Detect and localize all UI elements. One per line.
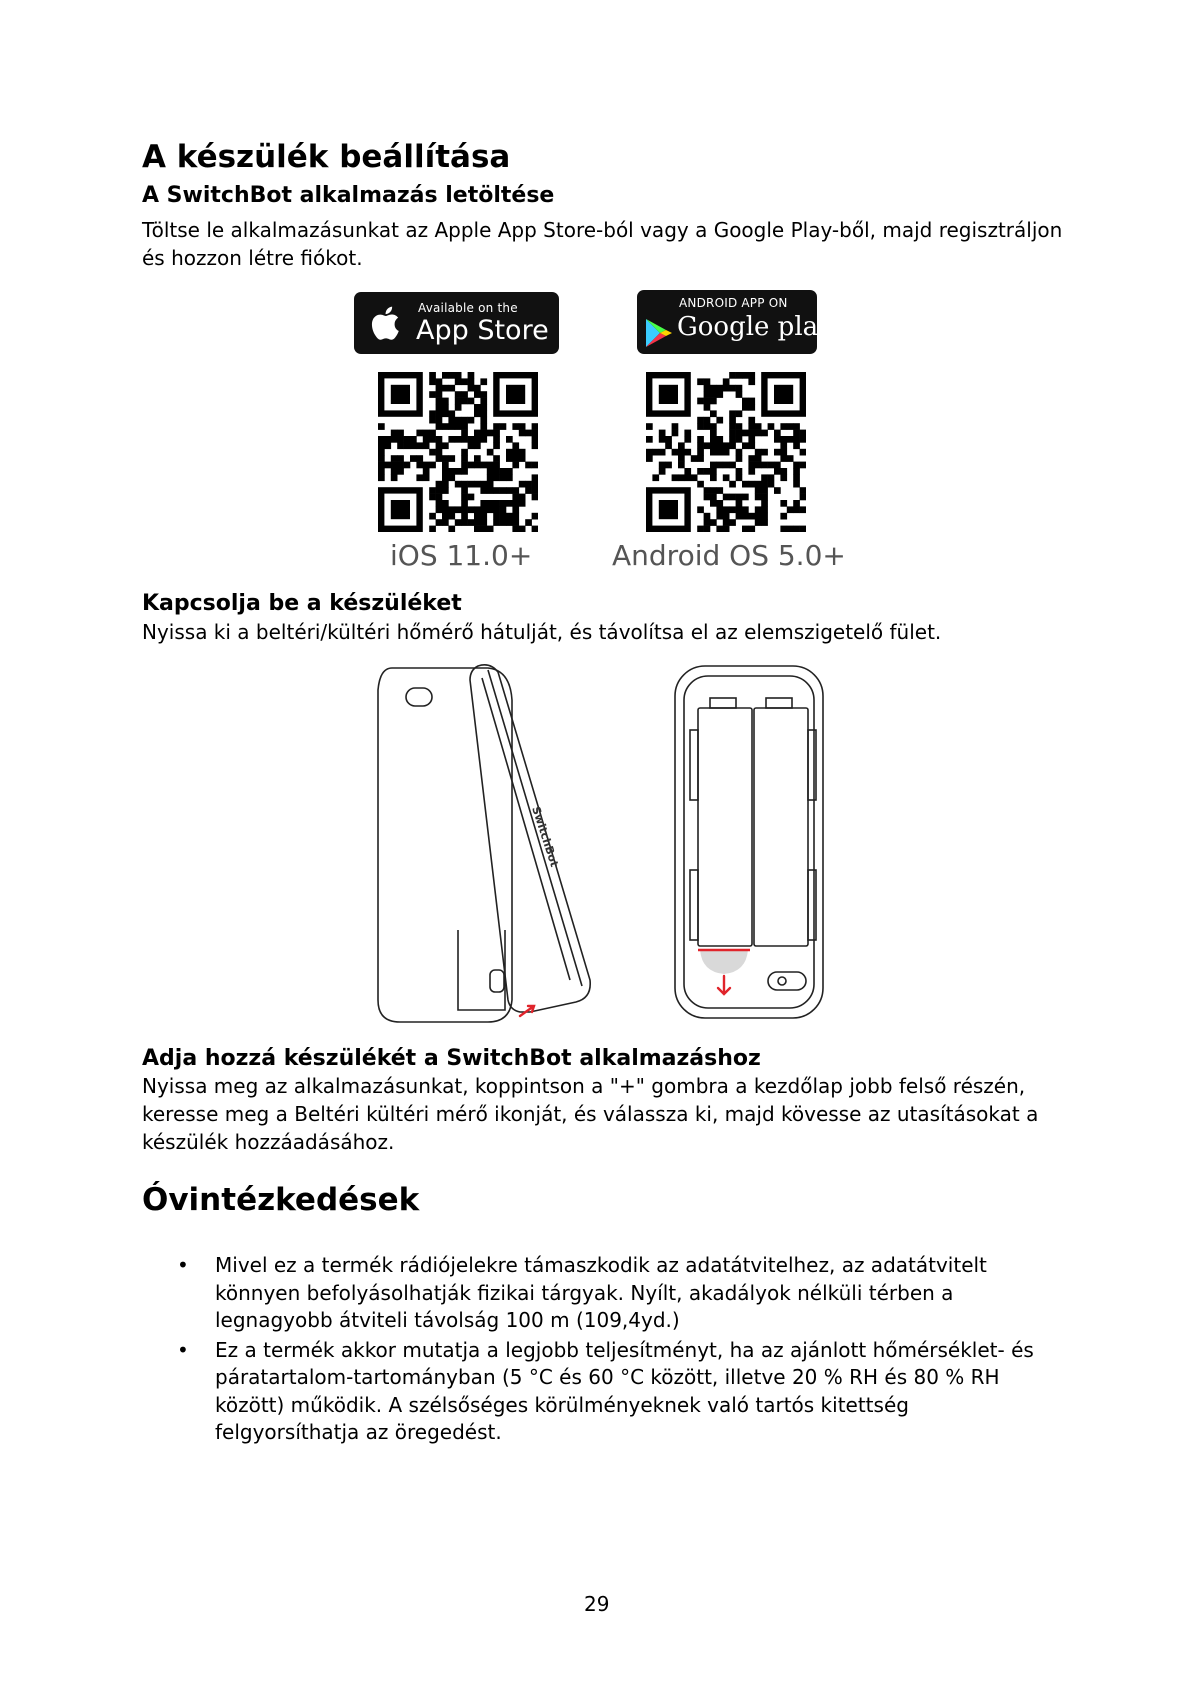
android-qr-code (646, 372, 806, 532)
precaution-text: Mivel ez a termék rádiójelekre támaszkodik az adatátvitelhez, az adatátvitelt könnyen befolyásolhatják fizikai tárgyak. Nyílt, akadályok nélküli térben a legnagyobb átviteli távolság 100 m (109,4yd.) (215, 1253, 987, 1332)
apple-icon (370, 305, 400, 341)
page-number: 29 (584, 1592, 610, 1616)
google-play-badge[interactable] (637, 290, 833, 354)
bullet: • (177, 1337, 189, 1362)
play-triangle-icon (644, 317, 674, 349)
list-item (142, 1252, 1042, 1335)
page-title-setup: A készülék beállítása (142, 139, 511, 175)
precaution-text: Ez a termék akkor mutatja a legjobb teljesítményt, ha az ajánlott hőmérséklet- és páratartalom-tartományban (5 °C és 60 °C között, illetve 20 % RH és 80 % RH között) működik. A szélsőséges körülményeknek való tartós kitettség felgyorsíthatja az öregedést. (215, 1337, 1034, 1444)
android-requirement: Android OS 5.0+ (612, 539, 846, 572)
download-heading: A SwitchBot alkalmazás letöltése (142, 183, 555, 208)
ios-requirement: iOS 11.0+ (390, 539, 533, 572)
google-play-big-label: Google play (677, 312, 833, 342)
precautions-list (142, 1252, 1042, 1449)
device-opened-side-view (378, 665, 590, 1022)
add-device-text: Nyissa meg az alkalmazásunkat, koppintson a "+" gombra a kezdőlap jobb felső részén, keresse meg a Beltéri kültéri mérő ikonját, és válassza ki, majd kövesse az utasításokat a készülék hozzáadásához. (142, 1074, 1039, 1154)
download-text: Töltse le alkalmazásunkat az Apple App Store-ból vagy a Google Play-ből, majd regisztráljon és hozzon létre fiókot. (142, 218, 1063, 270)
power-on-text: Nyissa ki a beltéri/kültéri hőmérő hátulját, és távolítsa el az elemszigetelő fület. (142, 620, 942, 644)
add-device-heading: Adja hozzá készülékét a SwitchBot alkalmazáshoz (142, 1046, 761, 1071)
open-direction-arrow (520, 1006, 534, 1016)
list-item (142, 1337, 1042, 1447)
ios-qr-code (378, 372, 538, 532)
bullet: • (177, 1253, 189, 1277)
precautions-title: Óvintézkedések (142, 1182, 420, 1218)
app-store-badge[interactable] (354, 292, 559, 354)
battery-insulating-tab (700, 950, 748, 974)
power-on-heading: Kapcsolja be a készüléket (142, 591, 462, 616)
device-illustration (370, 660, 830, 1030)
device-battery-compartment-view (675, 666, 823, 1018)
app-store-small-label: Available on the (418, 301, 518, 315)
device-brand-label: SwitchBot (529, 804, 561, 869)
google-play-small-label: ANDROID APP ON (679, 296, 788, 310)
app-store-big-label: App Store (416, 315, 549, 346)
pull-down-arrow (718, 976, 730, 994)
